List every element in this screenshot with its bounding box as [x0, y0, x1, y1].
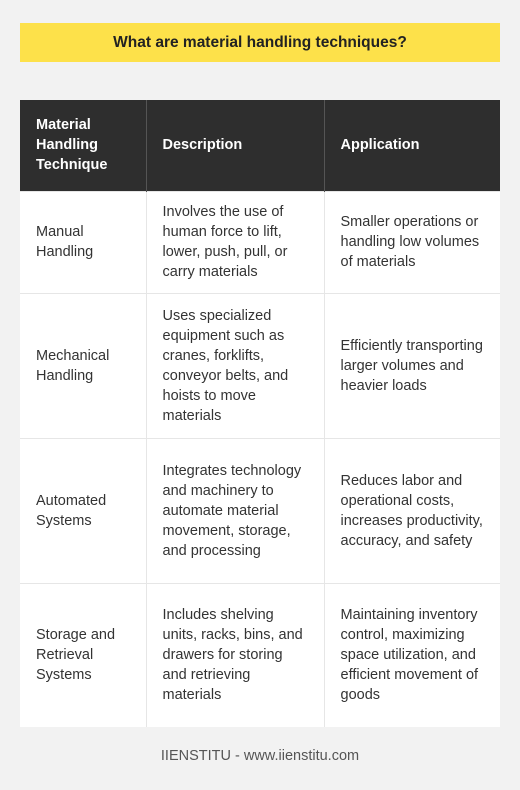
table-row — [20, 438, 500, 583]
header-technique: Material Handling Technique — [20, 100, 146, 191]
description-cell: Includes shelving units, racks, bins, and drawers for storing and retrieving materials — [146, 583, 324, 727]
application-cell: Reduces labor and operational costs, increases productivity, accuracy, and safety — [324, 438, 500, 583]
technique-cell: Mechanical Handling — [20, 293, 146, 438]
application-cell: Efficiently transporting larger volumes and heavier loads — [324, 293, 500, 438]
table-row — [20, 293, 500, 438]
footer-source: IIENSTITU - www.iienstitu.com — [160, 748, 360, 764]
table-row — [20, 583, 500, 727]
page-title: What are material handling techniques? — [20, 23, 500, 62]
table-header-row — [20, 100, 500, 191]
technique-cell: Storage and Retrieval Systems — [20, 583, 146, 727]
technique-cell: Manual Handling — [20, 191, 146, 293]
techniques-table — [20, 100, 500, 727]
description-cell: Involves the use of human force to lift, lower, push, pull, or carry materials — [146, 191, 324, 293]
application-cell: Maintaining inventory control, maximizing space utilization, and efficient movement of goods — [324, 583, 500, 727]
header-description: Description — [146, 100, 324, 191]
technique-cell: Automated Systems — [20, 438, 146, 583]
table-row — [20, 191, 500, 293]
description-cell: Uses specialized equipment such as cranes, forklifts, conveyor belts, and hoists to move materials — [146, 293, 324, 438]
application-cell: Smaller operations or handling low volumes of materials — [324, 191, 500, 293]
header-application: Application — [324, 100, 500, 191]
description-cell: Integrates technology and machinery to automate material movement, storage, and processing — [146, 438, 324, 583]
